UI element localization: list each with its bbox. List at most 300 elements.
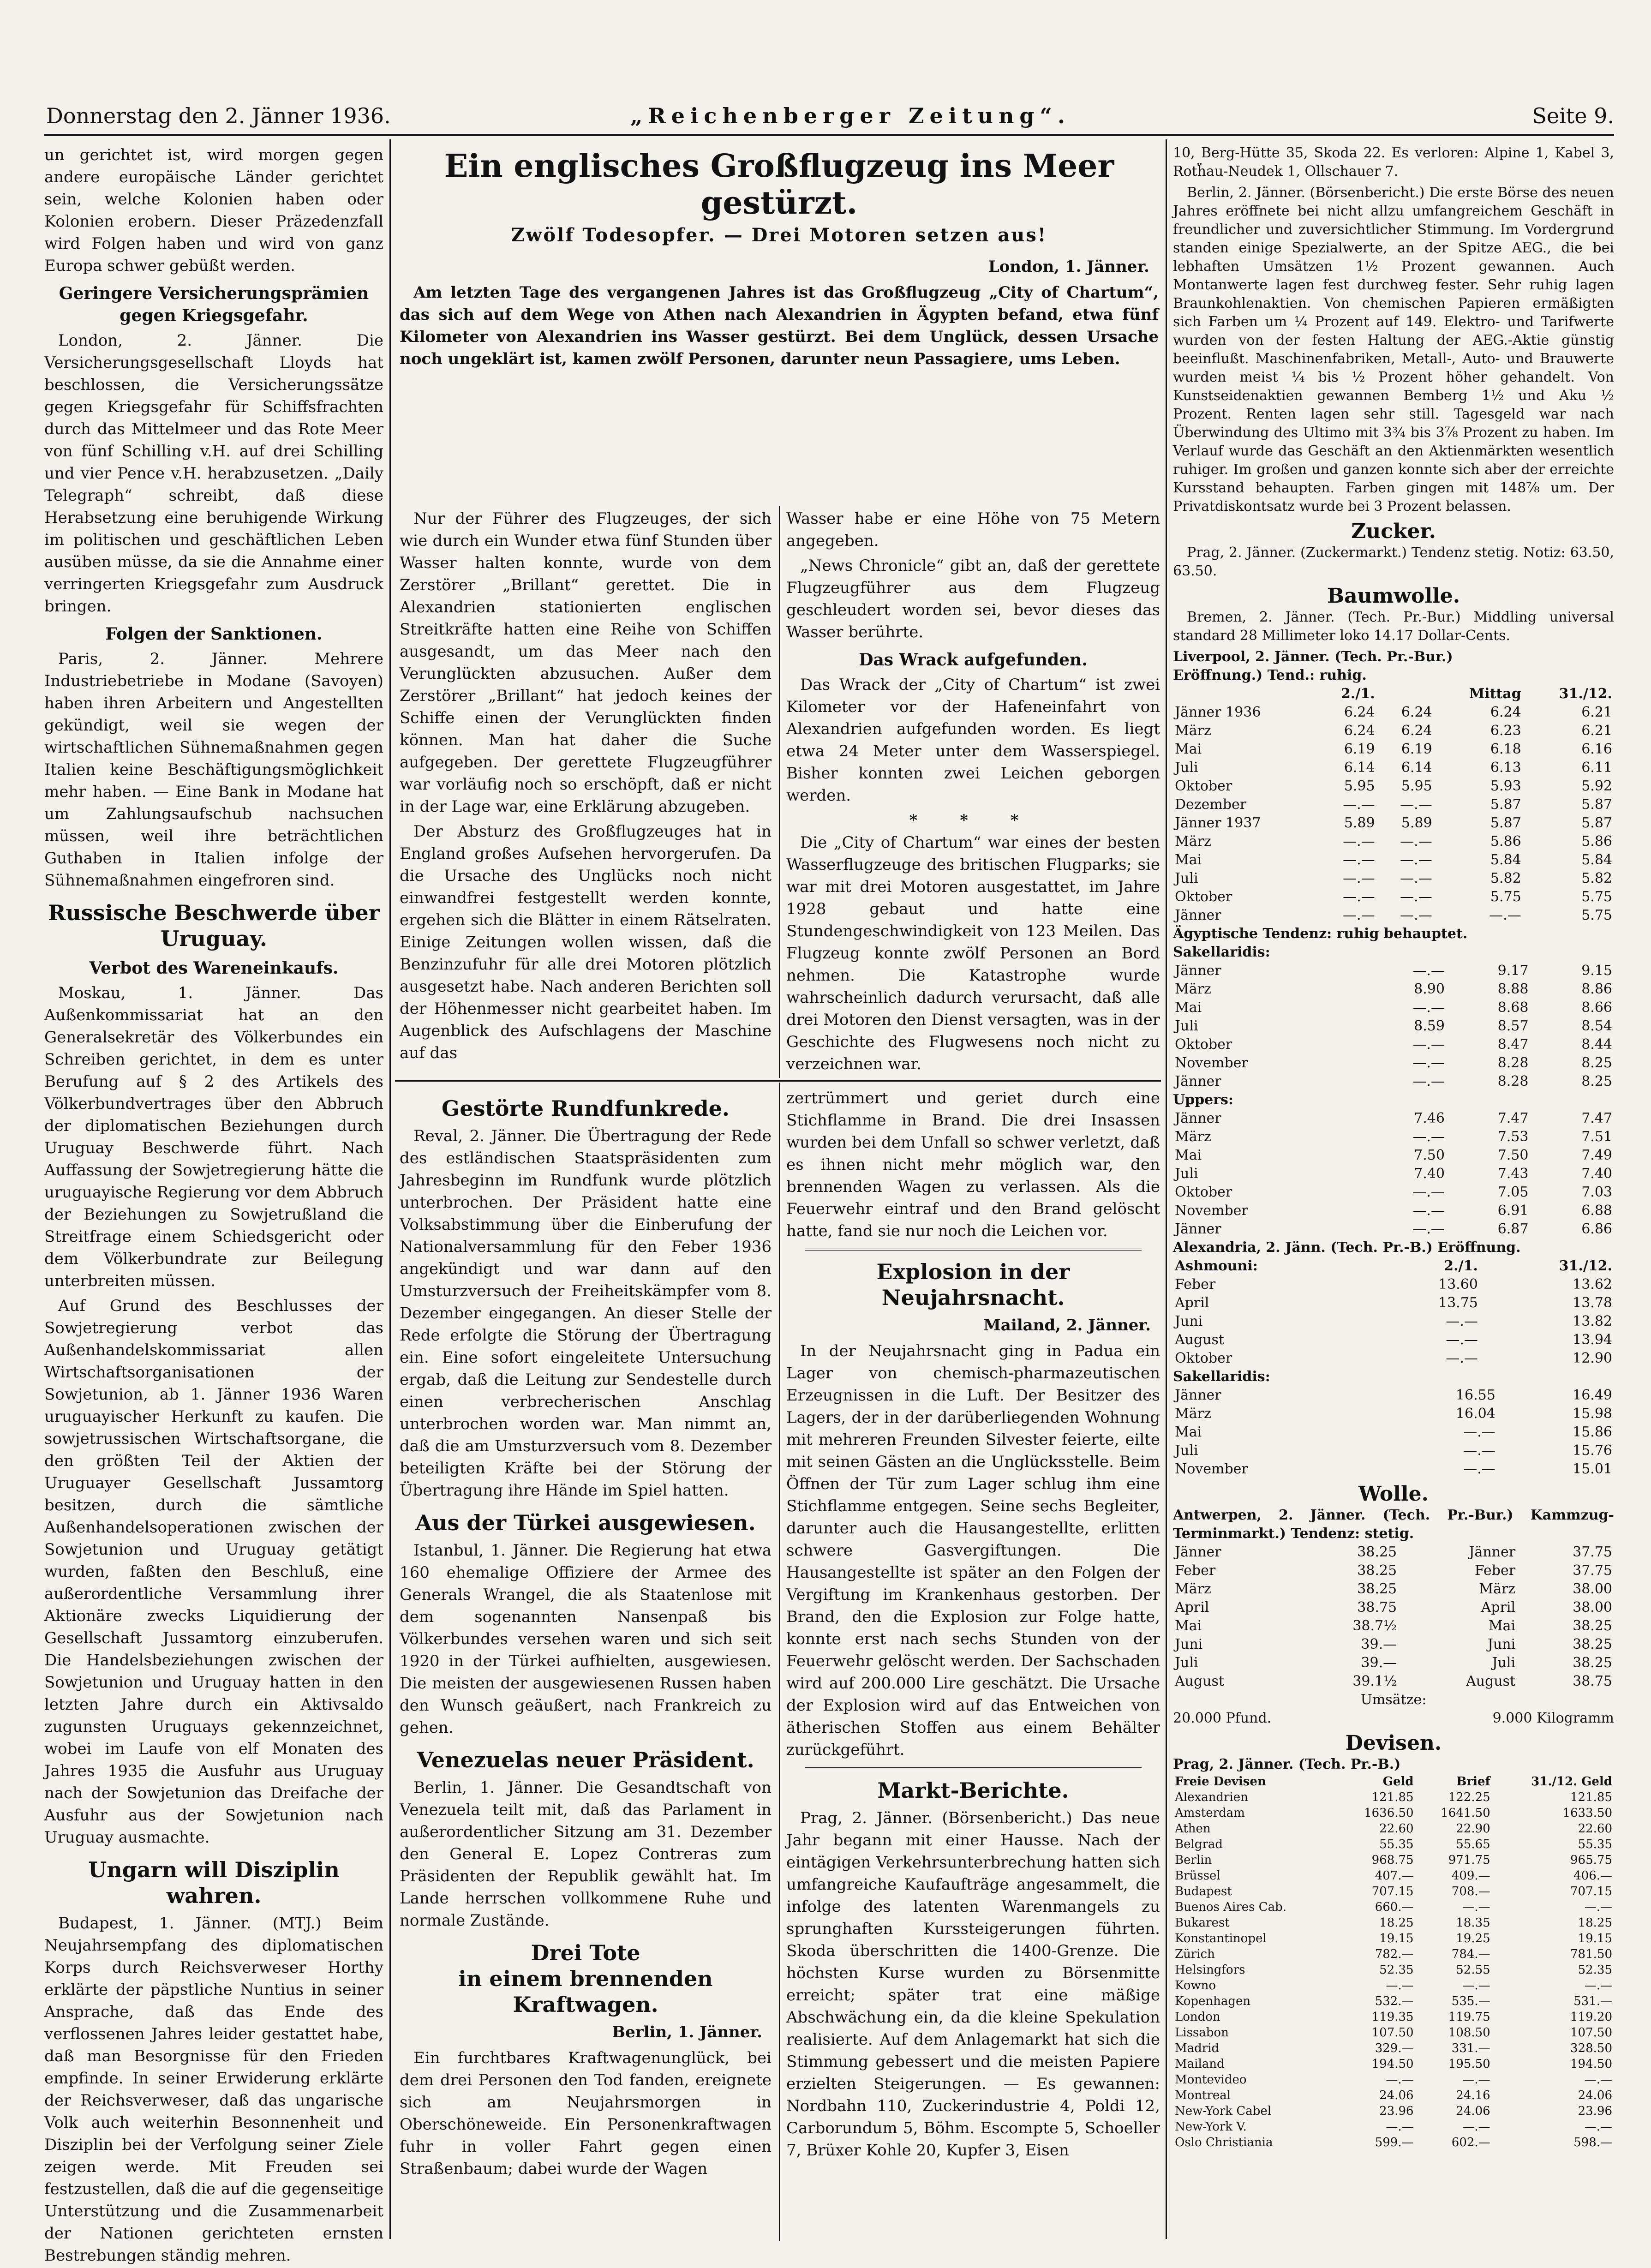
table-cell: Jänner <box>1175 1544 1221 1560</box>
table-cell: 7.05 <box>1497 1184 1529 1200</box>
table-cell: November <box>1175 1203 1248 1219</box>
table-row <box>1173 869 1614 888</box>
table-cell: 660.— <box>1375 1900 1414 1914</box>
table-row <box>1173 759 1614 777</box>
table-header <box>1377 685 1434 703</box>
table-header: Geld <box>1382 1775 1414 1789</box>
table-cell: 55.35 <box>1578 1837 1612 1851</box>
table-cell: 52.35 <box>1379 1963 1414 1977</box>
table-row <box>1173 1183 1614 1202</box>
table-row <box>1173 1789 1614 1805</box>
table-cell: 6.19 <box>1401 741 1432 757</box>
table-cell: 6.13 <box>1490 760 1521 776</box>
column-2 <box>400 1087 772 2239</box>
table-cell: 6.86 <box>1581 1221 1612 1237</box>
table-row <box>1173 2088 1614 2103</box>
table-cell: 7.49 <box>1581 1147 1612 1163</box>
table-cell: 6.87 <box>1497 1221 1529 1237</box>
table-cell: 6.21 <box>1581 723 1612 739</box>
table-cell: 39.— <box>1361 1636 1397 1652</box>
table-cell: 8.59 <box>1414 1018 1445 1034</box>
table-cell: 968.75 <box>1371 1853 1414 1867</box>
table-row <box>1173 1072 1614 1091</box>
table-cell: 6.24 <box>1490 704 1521 720</box>
table-cell: Juli <box>1175 1018 1198 1034</box>
table-cell: Juni <box>1175 1636 1203 1652</box>
table-cell: —.— <box>1386 1979 1414 1993</box>
table-cell: —.— <box>1463 1424 1495 1440</box>
table-cell: 6.91 <box>1497 1203 1529 1219</box>
table-cell: Mai <box>1175 1424 1202 1440</box>
table-cell: Buenos Aires Cab. <box>1175 1900 1287 1914</box>
table-cell: 194.50 <box>1570 2057 1612 2071</box>
wolle-table <box>1173 1543 1614 1691</box>
table-cell: 5.92 <box>1581 778 1612 794</box>
table-cell: —.— <box>1412 1203 1445 1219</box>
table-cell: 194.50 <box>1371 2057 1414 2071</box>
column-3 <box>786 1087 1160 2239</box>
table-cell: 23.96 <box>1379 2104 1414 2118</box>
table-cell: Oktober <box>1175 1036 1232 1053</box>
table-cell: —.— <box>1343 796 1375 813</box>
table-cell: 8.86 <box>1581 981 1612 997</box>
table-cell: 6.14 <box>1401 760 1432 776</box>
article-paragraph: Budapest, 1. Jänner. (MTJ.) Beim Neujahrsempfang des diplomatischen Korps durch Reichsverweser Horthy erklärte der päpstliche Nuntius in seiner Ansprache, daß das Ende des verflossenen Jahres leider gestattet habe, daß man Besorgnisse für den Frieden empfinde. In seiner Erwiderung erklärte der Reichsverweser, daß das ungarische Volk auch weiterhin Besonnenheit und Disziplin bei der Verfolgung seiner Ziele zeigen werde. Mit Freuden sei festzustellen, daß die auf die gegenseitige Unterstützung und die Zusammenarbeit der Nationen gerichteten ernsten Bestrebungen ständig mehren. <box>44 1914 383 2265</box>
table-cell: 531.— <box>1573 1994 1612 2008</box>
table-row <box>1173 1978 1614 1993</box>
article-paragraph: Wasser habe er eine Höhe von 75 Metern angegeben. <box>786 509 1160 550</box>
table-header: Mittag <box>1469 686 1521 702</box>
table-cell: 108.50 <box>1448 2026 1490 2040</box>
table-cell: 8.25 <box>1581 1055 1612 1071</box>
umsaetze-row <box>1173 1709 1614 1728</box>
table-cell: 6.11 <box>1581 760 1612 776</box>
column-4-markets <box>1173 144 1614 2239</box>
article-heading: in einem brennenden Kraftwagen. <box>458 1966 713 2017</box>
table-row <box>1173 1837 1614 1852</box>
table-cell: Mailand <box>1175 2057 1225 2071</box>
table-cell: 5.84 <box>1581 852 1612 868</box>
table-cell: 121.85 <box>1570 1790 1612 1804</box>
table-cell: 22.60 <box>1578 1822 1612 1836</box>
devisen-table <box>1173 1774 1614 2150</box>
header-masthead: „Reichenberger Zeitung“. <box>630 103 1071 128</box>
table-cell: 7.40 <box>1414 1166 1445 1182</box>
table-body <box>1173 1275 1614 1368</box>
table-cell: Alexandrien <box>1175 1790 1248 1804</box>
table-cell: 5.89 <box>1401 815 1432 831</box>
table-row <box>1173 1312 1614 1331</box>
table-cell: 15.76 <box>1573 1442 1612 1459</box>
table-header: 31./12. Geld <box>1531 1775 1612 1789</box>
table-cell: 18.25 <box>1379 1916 1414 1930</box>
table-cell: 5.86 <box>1581 833 1612 850</box>
table-caption: Alexandria, 2. Jänn. (Tech. Pr.-B.) Eröffnung. <box>1173 1239 1521 1256</box>
table-cell: 12.90 <box>1573 1350 1612 1366</box>
table-row <box>1173 1294 1614 1312</box>
table-header: 2./1. <box>1341 686 1375 702</box>
table-cell: 22.90 <box>1456 1822 1490 1836</box>
table-cell: 5.75 <box>1581 889 1612 905</box>
table-cell: 5.89 <box>1344 815 1375 831</box>
umsaetze-label: Umsätze: <box>1360 1692 1427 1708</box>
table-cell: 107.50 <box>1570 2026 1612 2040</box>
table-header: Brief <box>1456 1775 1490 1789</box>
article-heading: Folgen der Sanktionen. <box>105 624 323 644</box>
table-row <box>1173 1349 1614 1368</box>
table-cell: 24.16 <box>1456 2088 1490 2102</box>
table-cell: 38.25 <box>1573 1618 1612 1634</box>
table-cell: Oktober <box>1175 1350 1232 1366</box>
table-caption: Sakellaridis: <box>1173 944 1270 960</box>
table-cell: —.— <box>1462 1979 1490 1993</box>
header-rule <box>44 134 1614 136</box>
table-cell: 38.25 <box>1573 1655 1612 1671</box>
table-cell: —.— <box>1489 907 1521 923</box>
column-divider <box>779 1083 780 2241</box>
article-heading: Explosion in der Neujahrsnacht. <box>876 1259 1070 1310</box>
table-row <box>1173 1868 1614 1884</box>
table-row <box>1173 722 1614 740</box>
lead-subtitle: Zwölf Todesopfer. — Drei Motoren setzen aus! <box>511 224 1047 246</box>
table-cell: 18.35 <box>1456 1916 1490 1930</box>
table-cell: —.— <box>1400 833 1432 850</box>
table-header: 31./12. <box>1559 686 1612 702</box>
table-cell: 784.— <box>1451 1947 1490 1961</box>
article-heading: Venezuelas neuer Präsident. <box>417 1747 754 1772</box>
table-cell: 7.40 <box>1581 1166 1612 1182</box>
table-row <box>1173 1962 1614 1978</box>
table-cell: 38.25 <box>1573 1636 1612 1652</box>
ashmouni-table <box>1173 1257 1614 1368</box>
table-cell: 13.62 <box>1573 1276 1612 1293</box>
table-cell: —.— <box>1446 1332 1478 1348</box>
article-subheading: Verbot des Wareneinkaufs. <box>89 958 339 978</box>
table-cell: August <box>1175 1332 1224 1348</box>
table-cell: Budapest <box>1175 1885 1232 1898</box>
table-cell: 407.— <box>1375 1869 1414 1883</box>
table-cell: Berlin <box>1175 1853 1212 1867</box>
table-cell: 5.93 <box>1490 778 1521 794</box>
table-cell: Oktober <box>1175 1184 1232 1200</box>
separator-line <box>805 1249 1142 1251</box>
table-cell: 16.55 <box>1455 1387 1495 1403</box>
article-paragraph: Paris, 2. Jänner. Mehrere Industriebetriebe in Modane (Savoyen) haben ihren Arbeitern und Angestellten gekündigt, weil sie wegen der wirtschaftlichen Sühnemaßnahmen gegen Italien keine Beschäftigungsmöglichkeit mehr haben. — Eine Bank in Modane hat um Zahlungsaufschub nachsuchen müssen, weil ihre beträchtlichen Guthaben in Italien infolge der Sühnemaßnahmen eingefroren sind. <box>44 650 383 890</box>
table-cell: 8.68 <box>1497 999 1529 1016</box>
table-cell: 107.50 <box>1371 2026 1414 2040</box>
article-paragraph: London, 2. Jänner. Die Versicherungsgesellschaft Lloyds hat beschlossen, die Versicherungssätze gegen Kriegsgefahr für Schiffsfrachten durch das Mittelmeer und das Rote Meer von fünf Schilling v.H. auf drei Schilling und vier Pence v.H. herabzusetzen. „Daily Telegraph“ schreibt, daß diese Herabsetzung eine beruhigende Wirkung im politischen und geschäftlichen Leben ausüben müsse, da sie die Annahme einer verringerten Kriegsgefahr zum Ausdruck bringen. <box>44 331 383 616</box>
table-row <box>1173 703 1614 722</box>
table-cell: 409.— <box>1451 1869 1490 1883</box>
table-cell: 39.1½ <box>1352 1673 1397 1689</box>
table-cell: 5.86 <box>1490 833 1521 850</box>
lead-column-a <box>400 508 772 1076</box>
table-body <box>1173 962 1614 1091</box>
table-cell: Mai <box>1175 999 1202 1016</box>
table-cell: 1633.50 <box>1562 1806 1612 1820</box>
table-row <box>1173 740 1614 759</box>
table-row <box>1173 1220 1614 1239</box>
table-row <box>1173 1931 1614 1946</box>
table-row <box>1173 980 1614 999</box>
table-cell: 38.25 <box>1357 1562 1397 1579</box>
table-cell: 13.75 <box>1438 1295 1478 1311</box>
article-paragraph: Die „City of Chartum“ war eines der besten Wasserflugzeuge des britischen Flugparks; sie war mit drei Motoren ausgestattet, im Jahre 1928 gebaut und hatte eine Stundengeschwindigkeit von 123 Meilen. Das Flugzeug konnte zwölf Personen an Bord nehmen. Die Katastrophe wurde wahrscheinlich dadurch verursacht, daß alle drei Motoren den Dienst versagten, was in der Geschichte des Flugwesens noch nicht zu verzeichnen war. <box>786 833 1160 1073</box>
table-caption: Ägyptische Tendenz: ruhig behauptet. <box>1173 926 1468 942</box>
table-cell: Juli <box>1175 1655 1198 1671</box>
table-cell: Jänner <box>1469 1544 1516 1560</box>
table-row <box>1173 1562 1614 1580</box>
table-header: 2./1. <box>1444 1258 1478 1274</box>
lead-story <box>400 144 1159 504</box>
table-cell: Jänner 1937 <box>1175 815 1261 831</box>
table-cell: Jänner 1936 <box>1175 704 1261 720</box>
table-row <box>1173 2025 1614 2041</box>
table-row <box>1173 1915 1614 1931</box>
table-cell: 38.25 <box>1357 1581 1397 1597</box>
table-row <box>1173 2056 1614 2072</box>
table-cell: —.— <box>1462 2120 1490 2134</box>
table-row <box>1173 1654 1614 1672</box>
table-cell: Kopenhagen <box>1175 1994 1251 2008</box>
table-row <box>1173 1821 1614 1837</box>
header-date: Donnerstag den 2. Jänner 1936. <box>46 103 391 128</box>
table-cell: 121.85 <box>1371 1790 1414 1804</box>
table-cell: April <box>1175 1295 1209 1311</box>
table-cell: 8.25 <box>1581 1073 1612 1089</box>
article-paragraph: Auf Grund des Beschlusses der Sowjetregierung verbot das Außenhandelskommissariat allen Wirtschaftsorganisationen der Sowjetunion, ab 1. Jänner 1936 Waren uruguayischer Herkunft zu kaufen. Die sowjetrussischen Wirtschaftsorgane, die den größten Teil der Aktien der Uruguayer Gesellschaft Jussamtorg besitzen, durch die sämtliche Außenhandelsoperationen zwischen der Sowjetunion und Uruguay getätigt wurden, faßten den Beschluß, eine außerordentliche Versammlung ihrer Aktionäre zwecks Liquidierung der Gesellschaft Jussamtorg einzuberufen. Die Handelsbeziehungen zwischen der Sowjetunion und Uruguay hatten in den letzten Jahre durch ein Aktivsaldo zugunsten Uruguays gekennzeichnet, wobei im Laufe von elf Monaten des Jahres 1935 die Ausfuhr aus Uruguay nach der Sowjetunion das Dreifache der Ausfuhr aus der Sowjetunion nach Uruguay ausmachte. <box>44 1297 383 1847</box>
table-row <box>1173 1109 1614 1128</box>
article-paragraph: Reval, 2. Jänner. Die Übertragung der Rede des estländischen Staatspräsidenten zum Jahresbeginn im Rundfunk wurde plötzlich unterbrochen. Der Präsident hatte eine Volksabstimmung über die Einberufung der Nationalversammlung für den Feber 1936 angekündigt und war dann auf den Umsturzversuch der Freiheitskämpfer vom 8. Dezember eingegangen. An dieser Stelle der Rede erfolgte die Störung der Übertragung ein. Eine sofort eingeleitete Untersuchung ergab, daß die Leitung zur Sendestelle durch einen verbrecherischen Anschlag unterbrochen worden war. Man nimmt an, daß die am Umsturzversuch vom 8. Dezember beteiligten Kräfte bei der Störung der Übertragung ihre Hände im Spiel hatten. <box>400 1127 772 1500</box>
article-heading: Markt-Berichte. <box>877 1778 1069 1803</box>
table-row <box>1173 2103 1614 2119</box>
table-cell: Juli <box>1175 1166 1198 1182</box>
table-cell: 331.— <box>1451 2041 1490 2055</box>
table-cell: 24.06 <box>1578 2088 1612 2102</box>
table-cell: 7.46 <box>1414 1110 1445 1126</box>
table-cell: Helsingfors <box>1175 1963 1245 1977</box>
table-caption: Eröffnung.) Tend.: ruhig. <box>1173 667 1367 683</box>
table-cell: 707.15 <box>1570 1885 1612 1898</box>
table-cell: Athen <box>1175 1822 1211 1836</box>
table-cell: —.— <box>1412 1129 1445 1145</box>
lead-dateline: London, 1. Jänner. <box>988 257 1149 276</box>
table-cell: 24.06 <box>1379 2088 1414 2102</box>
table-cell: —.— <box>1386 2073 1414 2087</box>
table-cell: —.— <box>1343 833 1375 850</box>
newspaper-page <box>44 100 1614 2265</box>
article-heading: Das Wrack aufgefunden. <box>859 650 1088 670</box>
table-cell: 8.47 <box>1497 1036 1529 1053</box>
table-cell: —.— <box>1343 870 1375 886</box>
table-cell: 52.55 <box>1456 1963 1490 1977</box>
table-cell: 6.18 <box>1490 741 1521 757</box>
table-cell: 5.95 <box>1344 778 1375 794</box>
table-row <box>1173 1852 1614 1868</box>
table-row <box>1173 1017 1614 1035</box>
table-cell: 19.25 <box>1456 1932 1490 1945</box>
table-cell: 782.— <box>1375 1947 1414 1961</box>
table-body <box>1173 1543 1614 1691</box>
table-cell: —.— <box>1400 852 1432 868</box>
table-row <box>1173 1202 1614 1220</box>
table-cell: 13.94 <box>1573 1332 1612 1348</box>
section-heading-wolle: Wolle. <box>1358 1482 1429 1506</box>
table-cell: 13.60 <box>1438 1276 1478 1293</box>
table-cell: —.— <box>1462 1900 1490 1914</box>
table-row <box>1173 999 1614 1017</box>
article-heading: Russische Beschwerde über Uruguay. <box>48 900 380 951</box>
table-cell: 599.— <box>1375 2136 1414 2149</box>
lead-bottom-rule <box>395 1080 1161 1082</box>
table-cell: 119.75 <box>1448 2010 1490 2024</box>
section-heading-baumwolle: Baumwolle. <box>1327 584 1460 608</box>
table-cell: Bukarest <box>1175 1916 1230 1930</box>
sakellaridis-alex-table <box>1173 1386 1614 1478</box>
table-cell: 9.15 <box>1581 963 1612 979</box>
table-row <box>1173 2009 1614 2025</box>
table-row <box>1173 1899 1614 1915</box>
table-cell: —.— <box>1584 1900 1612 1914</box>
table-cell: —.— <box>1462 2073 1490 2087</box>
table-row <box>1173 1035 1614 1054</box>
table-cell: Mai <box>1175 1618 1202 1634</box>
table-row <box>1173 2119 1614 2135</box>
table-cell: 52.35 <box>1578 1963 1612 1977</box>
table-cell: —.— <box>1386 2120 1414 2134</box>
separator-line <box>805 1767 1142 1769</box>
table-cell: Jänner <box>1175 1110 1221 1126</box>
article-dateline: Berlin, 1. Jänner. <box>612 2023 762 2041</box>
market-paragraph: Bremen, 2. Jänner. (Tech. Pr.-Bur.) Middling universal standard 28 Millimeter loko 14.17 Dollar-Cents. <box>1173 609 1614 644</box>
separator-stars: * * * <box>909 811 1037 830</box>
table-cell: 5.95 <box>1401 778 1432 794</box>
lead-title: Ein englisches Großflugzeug ins Meer gestürzt. <box>444 148 1114 221</box>
table-cell: —.— <box>1400 889 1432 905</box>
table-cell: —.— <box>1463 1442 1495 1459</box>
table-row <box>1173 2135 1614 2150</box>
column-divider <box>1166 139 1167 2239</box>
table-cell: 7.03 <box>1581 1184 1612 1200</box>
table-cell: 6.23 <box>1490 723 1521 739</box>
table-cell: 38.00 <box>1573 1599 1612 1616</box>
table-cell: November <box>1175 1055 1248 1071</box>
table-cell: 8.88 <box>1497 981 1529 997</box>
table-cell: 55.65 <box>1456 1837 1490 1851</box>
table-cell: 38.75 <box>1357 1599 1397 1616</box>
table-cell: 8.44 <box>1581 1036 1612 1053</box>
sakellaridis-table <box>1173 962 1614 1091</box>
table-cell: Mai <box>1175 852 1202 868</box>
table-cell: 119.35 <box>1371 2010 1414 2024</box>
table-cell: —.— <box>1412 963 1445 979</box>
table-cell: 7.47 <box>1497 1110 1529 1126</box>
table-cell: Kowno <box>1175 1979 1216 1993</box>
article-paragraph: Das Wrack der „City of Chartum“ ist zwei Kilometer vor der Hafeneinfahrt von Alexandrien aufgefunden worden. Es liegt etwa 24 Meter unter dem Wasserspiegel. Bisher konnten zwei Leichen geborgen werden. <box>786 676 1160 805</box>
table-cell: Mai <box>1175 1147 1202 1163</box>
table-header: Ashmouni: <box>1175 1258 1258 1274</box>
table-cell: März <box>1175 723 1211 739</box>
article-paragraph: Nur der Führer des Flugzeuges, der sich wie durch ein Wunder etwa fünf Stunden über Wasser halten konnte, wurde von dem Zerstörer „Brillant“ gerettet. Die in Alexandrien stationierten englischen Streitkräfte hatten eine Reihe von Schiffen ausgesandt, um das Meer nach den Verunglückten abzusuchen. Außer dem Zerstörer „Brillant“ hat jedoch keines der Schiffe einen der Verunglückten finden können. Man hat daher die Suche aufgegeben. Der gerettete Flugzeugführer war vorläufig noch so erschöpft, daß er nicht in der Lage war, eine Erklärung abzugeben. <box>400 509 772 816</box>
table-cell: 6.24 <box>1401 704 1432 720</box>
table-cell: 9.17 <box>1497 963 1529 979</box>
table-cell: Madrid <box>1175 2041 1220 2055</box>
article-heading: Drei Tote <box>531 1940 640 1965</box>
table-cell: —.— <box>1343 889 1375 905</box>
table-cell: 406.— <box>1573 1869 1612 1883</box>
table-row <box>1173 962 1614 980</box>
table-cell: Montreal <box>1175 2088 1231 2102</box>
table-cell: 38.7½ <box>1352 1618 1397 1634</box>
table-cell: 8.66 <box>1581 999 1612 1016</box>
table-cell: August <box>1466 1673 1516 1689</box>
table-cell: —.— <box>1343 852 1375 868</box>
liverpool-table <box>1173 685 1614 925</box>
table-cell: 5.87 <box>1490 815 1521 831</box>
table-row <box>1173 1672 1614 1691</box>
article-heading: Gestörte Rundfunkrede. <box>442 1096 730 1121</box>
table-cell: 598.— <box>1573 2136 1612 2149</box>
table-row <box>1173 1423 1614 1442</box>
table-caption: Antwerpen, 2. Jänner. (Tech. Pr.-Bur.) Kammzug-Terminmarkt.) Tendenz: stetig. <box>1173 1507 1614 1542</box>
table-cell: 8.28 <box>1497 1055 1529 1071</box>
table-cell: Oktober <box>1175 778 1232 794</box>
umsaetze-right: 9.000 Kilogramm <box>1492 1710 1614 1726</box>
article-dateline: Mailand, 2. Jänner. <box>983 1316 1151 1334</box>
table-cell: 781.50 <box>1570 1947 1612 1961</box>
table-cell: —.— <box>1412 1055 1445 1071</box>
table-row <box>1173 1146 1614 1165</box>
table-cell: 602.— <box>1451 2136 1490 2149</box>
table-cell: 24.06 <box>1456 2104 1490 2118</box>
table-cell: 7.47 <box>1581 1110 1612 1126</box>
table-cell: 7.51 <box>1581 1129 1612 1145</box>
market-paragraph: Berlin, 2. Jänner. (Börsenbericht.) Die erste Börse des neuen Jahres eröffnete bei nicht allzu umfangreichem Geschäft in freundlicher und zuversichtlicher Stimmung. Im Vordergrund standen einige Spezialwerte, an der Spitze AEG., die bei lebhaften Umsätzen 1½ Prozent gewannen. Auch Montanwerte lagen fest durchweg fester. Sehr ruhig lagen Braunkohlenaktien. Von chemischen Papieren ermäßigten sich Farben um ¼ Prozent auf 149. Elektro- und Tarifwerte wurden von der festen Haltung der AEG.-Aktie günstig beeinflußt. Maschinenfabriken, Metall-, Auto- und Brauwerte wurden meist ¼ bis ½ Prozent höher gehandelt. Von Kunstseidenaktien gewannen Bemberg 1½ und Aku ½ Prozent. Renten lagen sehr still. Tagesgeld war nach Überwindung des Ultimo mit 3¾ bis 3⅞ Prozent zu haben. Im Verlauf wurde das Geschäft an den Aktienmärkten wesentlich ruhiger. Im großen und ganzen konnte sich aber der erreichte Kursstand behaupten. Farben gingen mit 148⅞ um. Der Privatdiskontsatz wurde bei 3 Prozent belassen. <box>1173 185 1614 515</box>
table-cell: —.— <box>1446 1313 1478 1329</box>
table-cell: 6.21 <box>1581 704 1612 720</box>
lead-divider <box>779 506 780 1078</box>
table-cell: —.— <box>1584 2120 1612 2134</box>
table-row <box>1173 1805 1614 1821</box>
table-cell: April <box>1481 1599 1516 1616</box>
table-row <box>1173 2072 1614 2088</box>
table-cell: 5.87 <box>1581 796 1612 813</box>
table-cell: 119.20 <box>1570 2010 1612 2024</box>
table-cell: 8.54 <box>1581 1018 1612 1034</box>
article-paragraph: „News Chronicle“ gibt an, daß der gerettete Flugzeugführer aus dem Flugzeug geschleudert worden sei, bevor dieses das Wasser berührte. <box>786 557 1160 641</box>
table-body <box>1173 1386 1614 1478</box>
table-cell: Jänner <box>1175 963 1221 979</box>
table-caption: Prag, 2. Jänner. (Tech. Pr.-B.) <box>1173 1756 1401 1772</box>
table-cell: 16.04 <box>1455 1406 1495 1422</box>
table-cell: 5.82 <box>1581 870 1612 886</box>
table-cell: New-York V. <box>1175 2120 1247 2134</box>
table-cell: April <box>1175 1599 1209 1616</box>
header-page-number: Seite 9. <box>1532 103 1614 128</box>
table-row <box>1173 832 1614 851</box>
table-cell: 195.50 <box>1448 2057 1490 2071</box>
table-cell: Juni <box>1487 1636 1516 1652</box>
table-cell: 5.87 <box>1490 796 1521 813</box>
table-row <box>1173 888 1614 906</box>
article-paragraph: Ein furchtbares Kraftwagenunglück, bei dem drei Personen den Tod fanden, ereignete sich am Neujahrsmorgen in Oberschöneweide. Ein Personenkraftwagen fuhr in voller Fahrt gegen einen Straßenbaum; dabei wurde der Wagen <box>400 2049 772 2178</box>
article-paragraph: Der Absturz des Großflugzeuges hat in England großes Aufsehen hervorgerufen. Da die Ursache des Unglücks noch nicht einwandfrei festgestellt werden konnte, ergehen sich die Blätter in einem Rätselraten. Einige Zeitungen wollen wissen, daß die Benzinzufuhr für alle drei Motoren plötzlich ausgesetzt habe. Nach anderen Berichten soll der Höhenmesser nicht gearbeitet haben. Im Augenblick des Aufschlagens der Maschine auf das <box>400 822 772 1062</box>
table-cell: Jänner <box>1175 907 1221 923</box>
table-cell: März <box>1175 1406 1211 1422</box>
table-row <box>1173 1460 1614 1478</box>
table-cell: August <box>1175 1673 1224 1689</box>
table-cell: 7.53 <box>1497 1129 1529 1145</box>
